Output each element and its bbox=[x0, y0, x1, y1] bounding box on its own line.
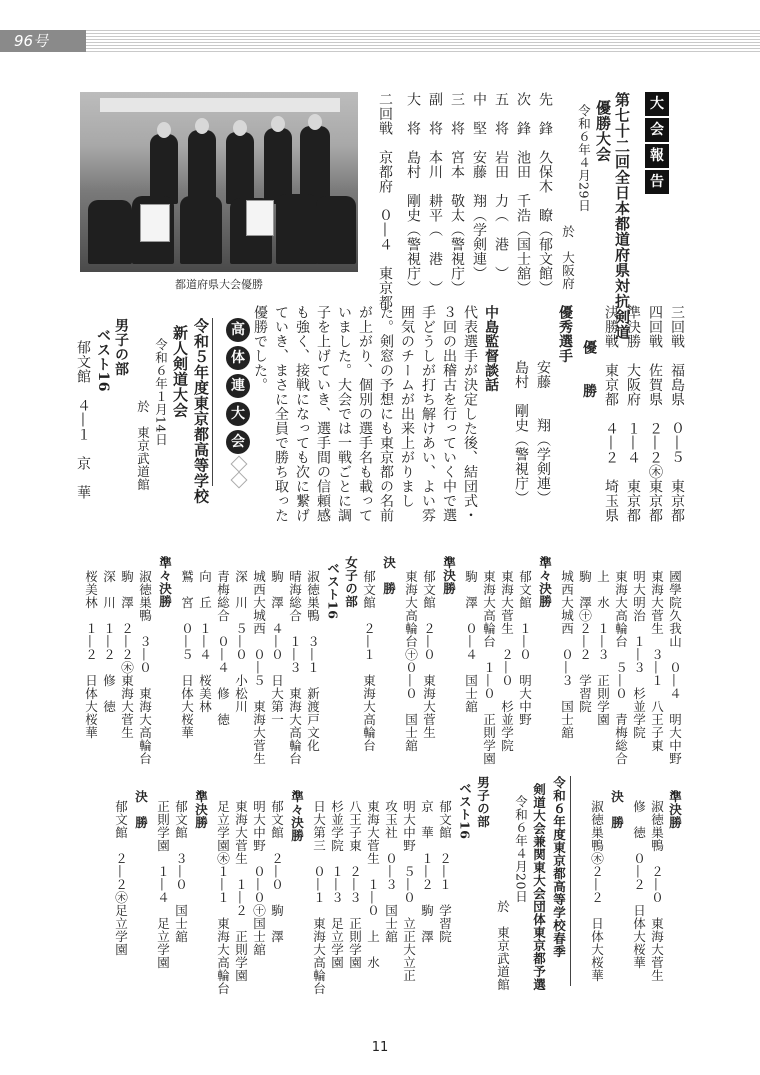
winner-label: 優 勝 bbox=[581, 340, 597, 398]
t2-men-best: ベスト16 bbox=[95, 328, 111, 392]
photo-person bbox=[188, 130, 216, 204]
mvp-line: 島村 剛史（警視庁） bbox=[513, 360, 529, 505]
match-row: 國學院久我山 ０―４ 明大中野 bbox=[667, 570, 683, 765]
decorative-diamond bbox=[231, 456, 248, 473]
roster-line: 大 将 島村 剛史（警視庁） bbox=[405, 92, 421, 295]
match-row: 駒 澤㊉２―２ 学習院 bbox=[577, 570, 593, 713]
match-row: 東海大菅生 ２―０ 杉並学院 bbox=[499, 570, 515, 752]
round-label: 準々決勝 bbox=[537, 556, 553, 608]
kotairen-char: 会 bbox=[226, 430, 250, 454]
photo-person bbox=[226, 132, 254, 204]
match-row: 明大中野 ０―０㊉国士舘 bbox=[251, 800, 267, 956]
match-row: 駒 澤 ２―２㊍東海大菅生 bbox=[119, 570, 135, 739]
result-line: 四回戦 佐賀県 ２―２㊍東京都 bbox=[647, 305, 663, 523]
photo-person bbox=[150, 134, 178, 204]
section-rule bbox=[570, 776, 571, 986]
team-photo bbox=[80, 92, 358, 272]
round-label: 準決勝 bbox=[667, 790, 683, 829]
match-row: 淑徳巣鴨 ２―０ 東海大菅生 bbox=[649, 800, 665, 982]
photo-face bbox=[308, 114, 322, 130]
decorative-diamond bbox=[231, 472, 248, 489]
match-row: 晴海総合 １―３ 東海大高輪台 bbox=[287, 570, 303, 765]
roster-line: 五 将 岩田 力（ 港 ） bbox=[493, 92, 509, 281]
t2-date: 令和６年１月14日 bbox=[153, 338, 169, 446]
photo-person bbox=[180, 196, 222, 264]
match-row: 郁文館 ２―１ 学習院 bbox=[437, 800, 453, 943]
result-line: 三回戦 福島県 ０―５ 東京都 bbox=[669, 305, 685, 523]
match-row: 日大第三 ０―１ 東海大高輪台 bbox=[311, 800, 327, 995]
match-row: 明大明治 １―３ 杉並学院 bbox=[631, 570, 647, 739]
round-label: 決 勝 bbox=[381, 556, 397, 595]
match-row: 淑徳巣鴨㊍２―２ 日体大桜華 bbox=[589, 800, 605, 982]
badge-char: 大 bbox=[645, 92, 669, 116]
result-line: 決勝戦 東京都 ４―２ 埼玉県 bbox=[603, 305, 619, 523]
t2-venue: 於 東京武道館 bbox=[135, 400, 151, 491]
t1-venue: 於 大阪府 bbox=[560, 225, 576, 290]
kotairen-badge bbox=[226, 318, 252, 490]
kotairen-char: 大 bbox=[226, 402, 250, 426]
match-row: 駒 澤 ０―４ 国士舘 bbox=[463, 570, 479, 713]
roster-line: 次 鋒 池田 千浩（国士舘） bbox=[515, 92, 531, 295]
match-row: 八王子東 ２―３ 正則学園 bbox=[347, 800, 363, 969]
photo-face bbox=[271, 116, 285, 132]
t2-men-label: 男子の部 bbox=[113, 318, 129, 376]
mvp-label: 優秀選手 bbox=[557, 305, 573, 363]
t3-title: 令和６年度東京都高等学校春季 bbox=[551, 776, 567, 958]
match-row: 東海大高輪台 １―０ 正則学園 bbox=[481, 570, 497, 765]
coach-line: も強く、接戦になっても次に繋げ bbox=[294, 305, 310, 523]
photo-certificate bbox=[246, 200, 274, 236]
coach-line: 囲気のチームが出来上がりまし bbox=[399, 305, 415, 508]
coach-line: ていき、まさに全員で勝ち取った bbox=[273, 305, 289, 523]
match-row: 城西大城西 ０―３ 国士舘 bbox=[559, 570, 575, 739]
t1-subtitle: 優勝大会 bbox=[594, 100, 612, 162]
round-label: 準々決勝 bbox=[157, 556, 173, 608]
match-row: 郁文館 １―０ 明大中野 bbox=[517, 570, 533, 726]
women-best: ベスト16 bbox=[325, 562, 341, 620]
match-row: 郁文館 ２―０ 東海大菅生 bbox=[421, 570, 437, 739]
photo-banner bbox=[100, 98, 340, 112]
result-line: 準決勝 大阪府 １―４ 東京都 bbox=[625, 305, 641, 523]
coach-line: た。剣窓の予想にも東京都の名前 bbox=[378, 305, 394, 523]
photo-face bbox=[195, 118, 209, 134]
match-row: 深 川 １―２ 修 徳 bbox=[101, 570, 117, 713]
t1-title: 第七十二回全日本都道府県対抗剣道 bbox=[613, 92, 631, 340]
match-row: 修 徳 ０―２ 日体大桜華 bbox=[631, 800, 647, 969]
section-rule bbox=[212, 318, 213, 486]
coach-line: ３回の出稽古を行っていく中で選 bbox=[441, 305, 457, 523]
photo-face bbox=[233, 120, 247, 136]
photo-person bbox=[316, 196, 356, 264]
match-row: 深 川 ５―０ 小松川 bbox=[233, 570, 249, 713]
coach-line: 代表選手が決定した後、結団式・ bbox=[462, 305, 478, 523]
match-row: 東海大菅生 １―０ 上 水 bbox=[365, 800, 381, 969]
photo-person bbox=[276, 194, 318, 264]
coach-line: が上がり、個別の選手名も載って bbox=[357, 305, 373, 523]
match-row: 淑徳巣鴨 ３―１ 新渡戸文化 bbox=[305, 570, 321, 752]
roster-line: 三 将 宮本 敬太（警視庁） bbox=[449, 92, 465, 295]
kotairen-char: 体 bbox=[226, 346, 250, 370]
section-badge bbox=[645, 92, 669, 196]
match-row: 青梅総合 ０―４ 修 徳 bbox=[215, 570, 231, 726]
photo-person bbox=[264, 128, 292, 204]
badge-char: 会 bbox=[645, 118, 669, 142]
match-row: 明大中野 ５―０ 立正大立正 bbox=[401, 800, 417, 982]
round-label: 準決勝 bbox=[193, 790, 209, 829]
coach-line: 手どうしが打ち解けあい、よい雰 bbox=[420, 305, 436, 523]
result-line: 二回戦 京都府 ０―４ 東京都 bbox=[377, 92, 393, 310]
match-row: 向 丘 １―４ 桜美林 bbox=[197, 570, 213, 713]
match-row: 郁文館 ２―１ 東海大高輪台 bbox=[361, 570, 377, 752]
page-number: 11 bbox=[371, 1040, 389, 1055]
coach-line: いました。大会では一戦ごとに調 bbox=[336, 305, 352, 523]
photo-face bbox=[157, 122, 171, 138]
t3-subtitle: 剣道大会兼関東大会団体東京都予選 bbox=[531, 783, 547, 991]
t3-men-best: ベスト16 bbox=[457, 782, 473, 840]
match-row: 杉並学院 １―３ 足立学園 bbox=[329, 800, 345, 969]
t3-men-label: 男子の部 bbox=[475, 776, 491, 828]
match-row: 上 水 １―３ 正則学園 bbox=[595, 570, 611, 726]
match-row: 郁文館 ３―０ 国士舘 bbox=[173, 800, 189, 943]
photo-certificate bbox=[140, 204, 170, 242]
badge-char: 告 bbox=[645, 170, 669, 194]
round-label: 準決勝 bbox=[441, 556, 457, 595]
t3-venue: 於 東京武道館 bbox=[495, 900, 511, 991]
t2-men-result: 郁文館 ４―１ 京 華 bbox=[75, 340, 91, 500]
match-row: 正則学園 １―４ 足立学園 bbox=[155, 800, 171, 969]
t1-date: 令和６年４月29日 bbox=[576, 104, 592, 212]
t3-date: 令和６年４月20日 bbox=[513, 795, 529, 903]
photo-person bbox=[88, 200, 132, 264]
roster-line: 副 将 本川 耕平（ 港 ） bbox=[427, 92, 443, 295]
match-row: 攻玉社 ０―３ 国士舘 bbox=[383, 800, 399, 943]
match-row: 足立学園㊍１―１ 東海大高輪台 bbox=[215, 800, 231, 995]
women-label: 女子の部 bbox=[343, 556, 359, 608]
coach-title: 中島監督談話 bbox=[483, 305, 499, 392]
kotairen-char: 高 bbox=[226, 318, 250, 342]
match-row: 郁文館 ２―２㊍足立学園 bbox=[113, 800, 129, 956]
t2-title: 令和５年度東京都高等学校 bbox=[192, 318, 210, 504]
coach-line: 子を上げていき、選手間の信頼感 bbox=[315, 305, 331, 523]
kotairen-char: 連 bbox=[226, 374, 250, 398]
mvp-line: 安藤 翔（学剣連） bbox=[535, 360, 551, 505]
coach-line: 優勝でした。 bbox=[252, 305, 268, 392]
match-row: 東海大菅生 １―２ 正則学園 bbox=[233, 800, 249, 982]
match-row: 桜美林 １―２ 日体大桜華 bbox=[83, 570, 99, 739]
match-row: 城西大城西 ０―５ 東海大菅生 bbox=[251, 570, 267, 765]
header-band bbox=[0, 28, 760, 54]
match-row: 駒 澤 ４―０ 日大第一 bbox=[269, 570, 285, 726]
photo-caption: 都道府県大会優勝 bbox=[175, 278, 263, 291]
match-row: 東海大高輪台㊉０―０ 国士舘 bbox=[403, 570, 419, 752]
round-label: 決 勝 bbox=[609, 790, 625, 829]
match-row: 淑徳巣鴨 ３―０ 東海大高輪台 bbox=[137, 570, 153, 765]
match-row: 鷲 宮 ０―５ 日体大桜華 bbox=[179, 570, 195, 739]
match-row: 京 華 １―２ 駒 澤 bbox=[419, 800, 435, 943]
roster-line: 中 堅 安藤 翔（学剣連） bbox=[471, 92, 487, 281]
issue-number: 96号 bbox=[0, 30, 86, 52]
round-label: 決 勝 bbox=[133, 790, 149, 829]
t2-subtitle: 新人剣道大会 bbox=[171, 325, 189, 418]
round-label: 準々決勝 bbox=[289, 790, 305, 842]
match-row: 東海大高輪台 ５―０ 青梅総合 bbox=[613, 570, 629, 765]
badge-char: 報 bbox=[645, 144, 669, 168]
match-row: 郁文館 ２―０ 駒 澤 bbox=[269, 800, 285, 943]
roster-line: 先 鋒 久保木 瞭（郁文館） bbox=[537, 92, 553, 295]
match-row: 東海大菅生 ３―１ 八王子東 bbox=[649, 570, 665, 752]
